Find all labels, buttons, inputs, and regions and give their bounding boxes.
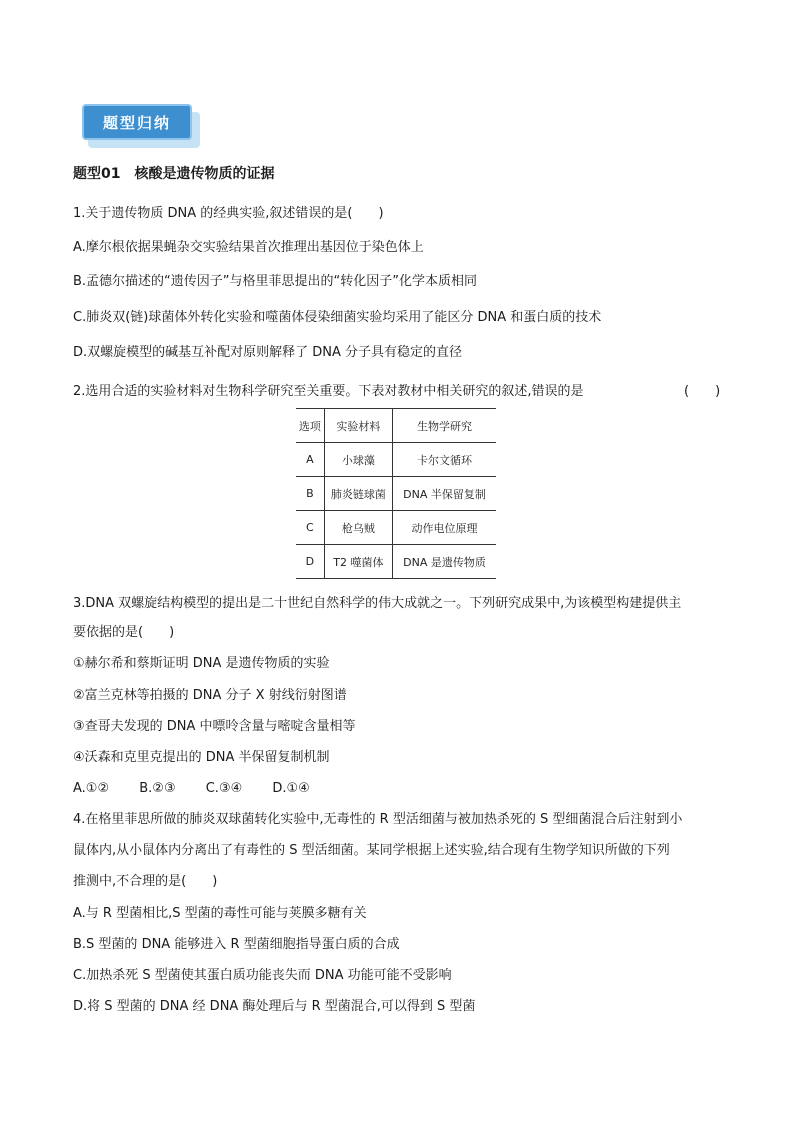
q3-item-2: ②富兰克林等拍摄的 DNA 分子 X 射线衍射图谱 xyxy=(73,688,347,703)
q3-choices: A.①② B.②③ C.③④ D.①④ xyxy=(73,781,310,796)
q3-stem-line-2: 要依据的是( ) xyxy=(73,625,175,640)
table-cell: C xyxy=(296,511,324,545)
q3-stem-line-1: 3.DNA 双螺旋结构模型的提出是二十世纪自然科学的伟大成就之一。下列研究成果中,为该模型构建提供主 xyxy=(73,596,682,611)
table-cell: 卡尔文循环 xyxy=(393,443,496,477)
table-cell: A xyxy=(296,443,324,477)
section-title: 题型01 核酸是遗传物质的证据 xyxy=(73,166,275,182)
q1-option-d: D.双螺旋模型的碱基互补配对原则解释了 DNA 分子具有稳定的直径 xyxy=(73,345,463,360)
q2-answer-paren: ( ) xyxy=(684,384,721,399)
table-row xyxy=(296,545,496,579)
banner-label: 题型归纳 xyxy=(82,104,192,140)
table-cell: 肺炎链球菌 xyxy=(324,477,392,511)
q4-stem-line-1: 4.在格里菲思所做的肺炎双球菌转化实验中,无毒性的 R 型活细菌与被加热杀死的 S 型细菌混合后注射到小 xyxy=(73,812,683,827)
q1-option-c: C.肺炎双(链)球菌体外转化实验和噬菌体侵染细菌实验均采用了能区分 DNA 和蛋白质的技术 xyxy=(73,310,602,325)
table-header: 实验材料 xyxy=(324,409,392,443)
table-cell: T2 噬菌体 xyxy=(324,545,392,579)
q2-stem: 2.选用合适的实验材料对生物科学研究至关重要。下表对教材中相关研究的叙述,错误的是 xyxy=(73,384,584,399)
q2-table xyxy=(296,408,496,579)
q1-option-a: A.摩尔根依据果蝇杂交实验结果首次推理出基因位于染色体上 xyxy=(73,240,424,255)
q3-item-1: ①赫尔希和蔡斯证明 DNA 是遗传物质的实验 xyxy=(73,656,330,671)
table-cell: 小球藻 xyxy=(324,443,392,477)
table-row xyxy=(296,477,496,511)
table-cell: D xyxy=(296,545,324,579)
q4-option-c: C.加热杀死 S 型菌使其蛋白质功能丧失而 DNA 功能可能不受影响 xyxy=(73,968,452,983)
table-header-row xyxy=(296,409,496,443)
table-cell: B xyxy=(296,477,324,511)
q4-option-a: A.与 R 型菌相比,S 型菌的毒性可能与荚膜多糖有关 xyxy=(73,906,367,921)
q1-stem: 1.关于遗传物质 DNA 的经典实验,叙述错误的是( ) xyxy=(73,206,384,221)
table-header: 生物学研究 xyxy=(393,409,496,443)
table-row xyxy=(296,443,496,477)
q4-option-d: D.将 S 型菌的 DNA 经 DNA 酶处理后与 R 型菌混合,可以得到 S 型菌 xyxy=(73,999,476,1014)
table-cell: 枪乌贼 xyxy=(324,511,392,545)
q3-item-3: ③查哥夫发现的 DNA 中嘌呤含量与嘧啶含量相等 xyxy=(73,719,356,734)
q1-option-b: B.孟德尔描述的“遗传因子”与格里菲思提出的“转化因子”化学本质相同 xyxy=(73,274,477,289)
table-cell: DNA 半保留复制 xyxy=(393,477,496,511)
table-cell: DNA 是遗传物质 xyxy=(393,545,496,579)
table-header: 选项 xyxy=(296,409,324,443)
table-row xyxy=(296,511,496,545)
table-cell: 动作电位原理 xyxy=(393,511,496,545)
q3-item-4: ④沃森和克里克提出的 DNA 半保留复制机制 xyxy=(73,750,330,765)
q4-stem-line-3: 推测中,不合理的是( ) xyxy=(73,874,218,889)
q4-option-b: B.S 型菌的 DNA 能够进入 R 型菌细胞指导蛋白质的合成 xyxy=(73,937,400,952)
section-banner xyxy=(82,104,200,148)
q4-stem-line-2: 鼠体内,从小鼠体内分离出了有毒性的 S 型活细菌。某同学根据上述实验,结合现有生物学知识所做的下列 xyxy=(73,843,670,858)
